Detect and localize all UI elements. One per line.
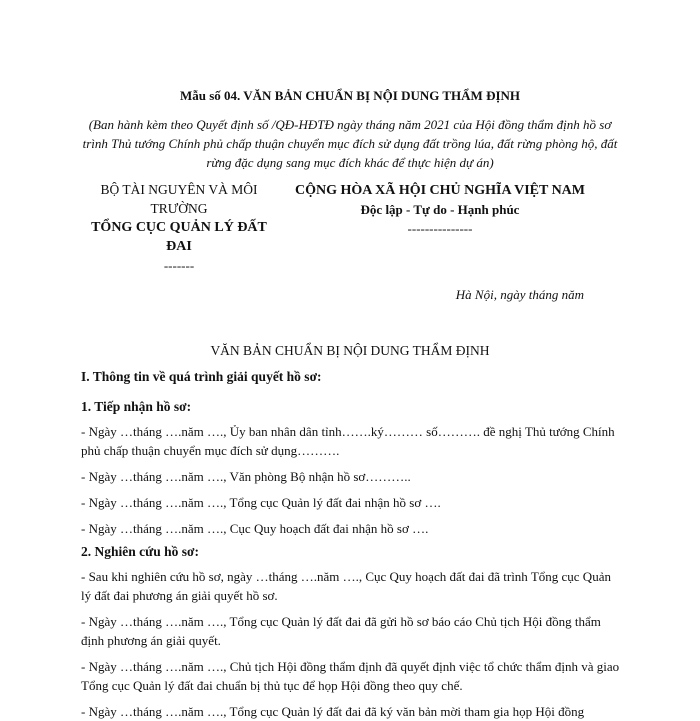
list-item: - Ngày …tháng ….năm …., Tổng cục Quản lý đất đai nhận hồ sơ …. [81, 495, 441, 510]
org-line-2: TỔNG CỤC QUẢN LÝ ĐẤT ĐAI [91, 220, 267, 254]
org-divider: ------- [163, 258, 195, 273]
list-item: - Ngày …tháng ….năm …., Cục Quy hoạch đất đai nhận hồ sơ …. [81, 521, 429, 536]
form-subtitle: (Ban hành kèm theo Quyết định số /QĐ-HĐTĐ ngày tháng năm 2021 của Hội đồng thẩm định hồ sơ trình Thủ tướng Chính phủ chấp thuận chuyển mục đích sử dụng đất trồng lúa, đất rừng phòng hộ, đất rừng đặc dụng sang mục đích khác để thực hiện dự án) [82, 117, 618, 170]
document-body [81, 368, 621, 721]
section-1-heading: I. Thông tin về quá trình giải quyết hồ sơ: [81, 369, 322, 384]
list-item: - Ngày …tháng ….năm …., Tổng cục Quản lý đất đai đã gửi hồ sơ báo cáo Chủ tịch Hội đồng thẩm định phương án giải quyết. [81, 614, 601, 648]
nation-line-1: CỘNG HÒA XÃ HỘI CHỦ NGHĨA VIỆT NAM [294, 183, 585, 198]
list-item: - Sau khi nghiên cứu hồ sơ, ngày …tháng ….năm …., Cục Quy hoạch đất đai đã trình Tổng cục Quản lý đất đai phương án giải quyết hồ sơ. [81, 569, 611, 603]
org-line-1: BỘ TÀI NGUYÊN VÀ MÔI TRƯỜNG [100, 182, 258, 216]
section-1-2-heading: 2. Nghiên cứu hồ sơ: [81, 544, 199, 559]
list-item: - Ngày …tháng ….năm …., Văn phòng Bộ nhận hồ sơ……….. [81, 469, 411, 484]
form-title: Mẫu số 04. VĂN BẢN CHUẨN BỊ NỘI DUNG THẨM ĐỊNH [179, 88, 521, 103]
nation-divider: --------------- [407, 221, 473, 236]
section-1-1-heading: 1. Tiếp nhận hồ sơ: [81, 399, 192, 414]
list-item: - Ngày …tháng ….năm …., Tổng cục Quản lý đất đai đã ký văn bản mời tham gia họp Hội đồng [81, 704, 585, 719]
national-heading [270, 181, 610, 238]
list-item: - Ngày …tháng ….năm …., Chủ tịch Hội đồng thẩm định đã quyết định việc tổ chức thẩm định và giao Tổng cục Quản lý đất đai chuẩn bị thủ tục để họp Hội đồng theo quy chế. [81, 659, 620, 693]
list-item: - Ngày …tháng ….năm …., Ủy ban nhân dân tỉnh…….ký……… số………. đề nghị Thủ tướng Chính phủ chấp thuận chuyển mục đích sử dụng………. [81, 424, 615, 458]
place-date: Hà Nội, ngày tháng năm [455, 287, 584, 302]
main-title: VĂN BẢN CHUẨN BỊ NỘI DUNG THẨM ĐỊNH [210, 343, 490, 358]
nation-line-2: Độc lập - Tự do - Hạnh phúc [360, 202, 520, 217]
issuing-organization [84, 180, 274, 275]
